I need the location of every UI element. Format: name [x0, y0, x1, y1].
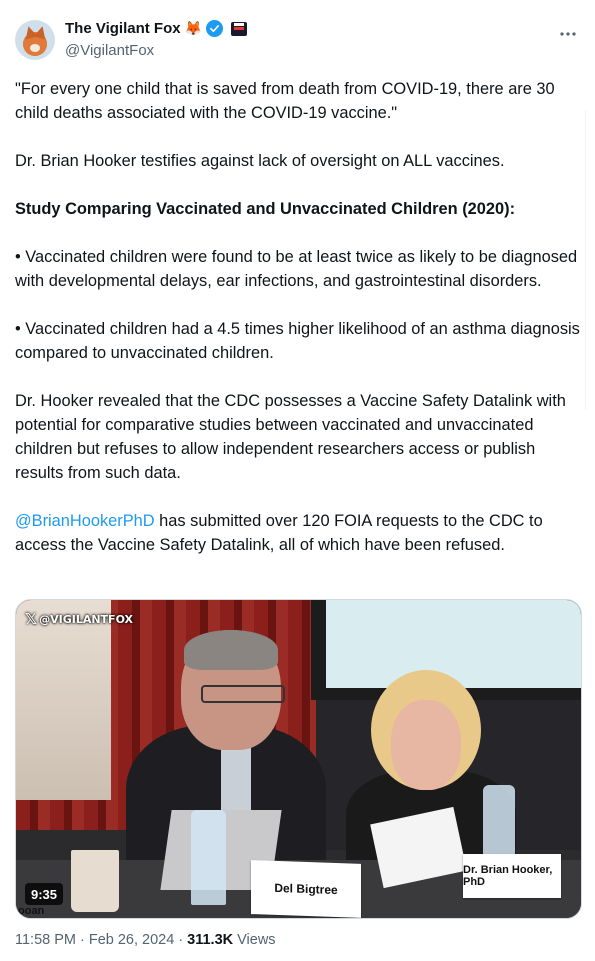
affiliate-badge-icon[interactable]: [231, 22, 247, 36]
avatar-ear: [34, 25, 49, 40]
tweet-time[interactable]: 11:58 PM: [15, 932, 76, 948]
tweet-paragraph-heading: Study Comparing Vaccinated and Unvaccinated Children (2020):: [15, 200, 516, 218]
avatar-snout: [30, 44, 40, 52]
verified-badge-icon[interactable]: [206, 20, 223, 37]
scrollbar-track: [585, 110, 586, 410]
avatar[interactable]: [15, 20, 55, 60]
meta-separator: ·: [178, 932, 184, 948]
tweet-paragraph: "For every one child that is saved from death from COVID-19, there are 30 child deaths associated with the COVID-19 vaccine.": [15, 80, 560, 122]
author-display-name[interactable]: The Vigilant Fox: [65, 20, 181, 37]
mention-link[interactable]: @BrianHookerPhD: [15, 512, 155, 530]
author-handle[interactable]: @VigilantFox: [65, 42, 155, 59]
video-frame-bottle: [483, 785, 515, 865]
tweet-meta: [15, 932, 276, 948]
video-duration-badge: 9:35: [25, 883, 63, 905]
views-count[interactable]: 311.3K: [187, 932, 234, 948]
meta-separator: ·: [80, 932, 85, 948]
tweet-paragraph: • Vaccinated children were found to be at least twice as likely to be diagnosed with developmental delays, ear infections, and gastrointestinal disorders.: [15, 248, 582, 290]
tweet-paragraph: [15, 509, 580, 557]
tweet-paragraph: Dr. Brian Hooker testifies against lack of oversight on ALL vaccines.: [15, 152, 505, 170]
more-horizontal-icon[interactable]: [556, 22, 580, 46]
tweet-date[interactable]: Feb 26, 2024: [88, 932, 175, 948]
name-row: [65, 20, 247, 37]
nameplate: Dr. Brian Hooker, PhD: [463, 854, 561, 898]
tweet-paragraph: Dr. Hooker revealed that the CDC possesses a Vaccine Safety Datalink with potential for comparative studies between vaccinated and unvaccinated children but refuses to allow independent researchers access or publish results from such data.: [15, 392, 571, 482]
tweet-paragraph-text: has submitted over 120 FOIA requests to the CDC to access the Vaccine Safety Datalink, all of which have been refused.: [15, 512, 548, 554]
nameplate: Del Bigtree: [251, 860, 361, 918]
x-logo-icon: 𝕏: [25, 610, 38, 628]
tweet-text: [15, 77, 585, 581]
fox-emoji: 🦊: [184, 20, 203, 36]
views-label: Views: [237, 932, 276, 948]
video-frame-cup: [71, 850, 119, 912]
watermark-text: @VIGILANTFOX: [39, 612, 134, 626]
video-frame-bottle: [191, 810, 226, 905]
tweet-paragraph: • Vaccinated children had a 4.5 times higher likelihood of an asthma diagnosis compared to unvaccinated children.: [15, 320, 585, 362]
tweet-header: [15, 18, 580, 62]
video-corner-text: ooan: [18, 905, 45, 917]
video-player[interactable]: [15, 599, 582, 919]
watermark: [25, 610, 133, 628]
video-frame-wall: [16, 600, 111, 800]
